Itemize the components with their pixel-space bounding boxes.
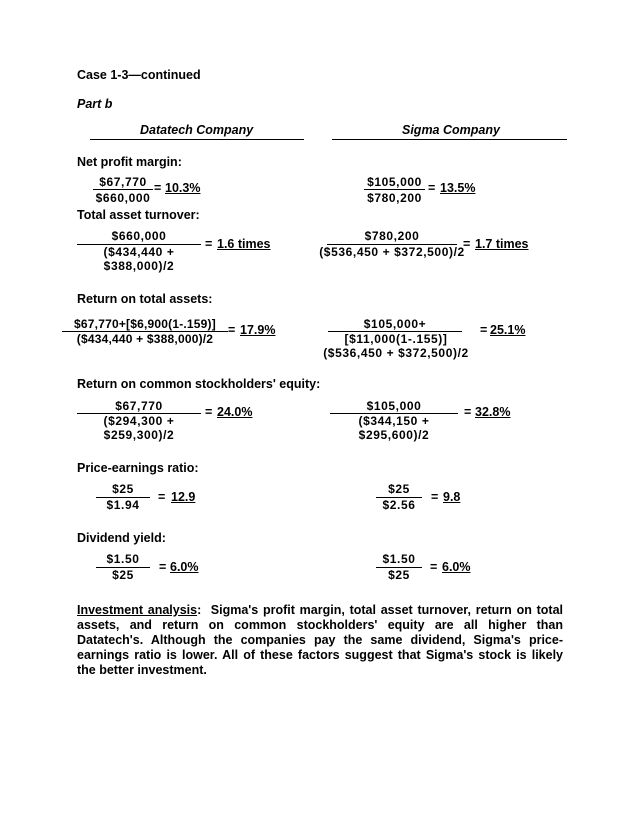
tat-left-denominator-2: $388,000)/2	[103, 259, 175, 273]
company-right-rule	[332, 139, 567, 140]
dy-left-numerator: $1.50	[106, 552, 140, 566]
npm-left-denominator: $660,000	[95, 191, 151, 205]
roe-left-result: 24.0%	[217, 405, 253, 419]
rota-right-numerator-1: $105,000+	[363, 317, 427, 331]
pe-right-result: 9.8	[443, 490, 461, 504]
rota-label: Return on total assets:	[77, 292, 213, 306]
pe-left-denominator: $1.94	[106, 498, 140, 512]
investment-analysis-text: Sigma's profit margin, total asset turnover, return on total assets, and return on common stockholders' equity are all higher than Datatech's. Although the companies pay the same dividend, Sigma's price-earnings ratio is lower. All of these factors suggest that Sigma's stock is likely the better investment.	[77, 603, 563, 677]
roe-left-denominator-1: ($294,300 +	[103, 414, 175, 428]
npm-left-equals: =	[154, 181, 162, 195]
roe-right-numerator: $105,000	[366, 399, 422, 413]
roe-left-numerator: $67,770	[115, 399, 163, 413]
npm-right-denominator: $780,200	[367, 191, 422, 205]
npm-left-numerator: $67,770	[99, 175, 147, 189]
npm-right-fraction-bar	[364, 189, 425, 190]
tat-right-denominator: ($536,450 + $372,500)/2	[319, 245, 465, 259]
investment-analysis-paragraph	[77, 603, 563, 678]
rota-right-equals: =	[480, 323, 488, 337]
tat-right-numerator: $780,200	[364, 229, 420, 243]
dy-left-equals: =	[159, 560, 167, 574]
roe-right-denominator-2: $295,600)/2	[358, 428, 430, 442]
investment-analysis-label: Investment analysis	[77, 603, 198, 617]
company-left-rule	[90, 139, 304, 140]
dy-left-result: 6.0%	[170, 560, 199, 574]
tat-right-result: 1.7 times	[475, 237, 529, 251]
dy-right-denominator: $25	[388, 568, 410, 582]
rota-right-result: 25.1%	[490, 323, 526, 337]
roe-left-equals: =	[205, 405, 213, 419]
npm-label: Net profit margin:	[77, 155, 182, 169]
tat-left-result: 1.6 times	[217, 237, 271, 251]
tat-left-denominator-1: ($434,440 +	[103, 245, 175, 259]
rota-left-numerator: $67,770+[$6,900(1-.159)]	[74, 317, 216, 331]
tat-right-equals: =	[463, 237, 471, 251]
company-left-header: Datatech Company	[140, 123, 254, 137]
roe-right-denominator-1: ($344,150 +	[358, 414, 430, 428]
rota-right-numerator-2: [$11,000(1-.155)]	[344, 332, 448, 346]
rota-left-result: 17.9%	[240, 323, 276, 337]
pe-label: Price-earnings ratio:	[77, 461, 199, 475]
tat-left-equals: =	[205, 237, 213, 251]
roe-right-result: 32.8%	[475, 405, 511, 419]
pe-right-denominator: $2.56	[382, 498, 416, 512]
dy-right-result: 6.0%	[442, 560, 471, 574]
roe-right-equals: =	[464, 405, 472, 419]
dy-label: Dividend yield:	[77, 531, 166, 545]
investment-analysis-colon: :	[197, 603, 202, 617]
roe-left-denominator-2: $259,300)/2	[103, 428, 175, 442]
npm-right-result: 13.5%	[440, 181, 476, 195]
tat-label: Total asset turnover:	[77, 208, 200, 222]
npm-left-fraction-bar	[93, 189, 153, 190]
dy-right-equals: =	[430, 560, 438, 574]
rota-right-denominator: ($536,450 + $372,500)/2	[323, 346, 469, 360]
roe-label: Return on common stockholders' equity:	[77, 377, 321, 391]
dy-right-numerator: $1.50	[382, 552, 416, 566]
npm-right-numerator: $105,000	[367, 175, 422, 189]
tat-left-numerator: $660,000	[111, 229, 167, 243]
part-heading: Part b	[77, 97, 113, 111]
npm-right-equals: =	[428, 181, 436, 195]
pe-left-result: 12.9	[171, 490, 196, 504]
pe-left-equals: =	[158, 490, 166, 504]
case-heading: Case 1-3—continued	[77, 68, 201, 82]
dy-left-denominator: $25	[112, 568, 134, 582]
rota-left-equals: =	[228, 323, 236, 337]
npm-left-result: 10.3%	[165, 181, 201, 195]
rota-left-denominator: ($434,440 + $388,000)/2	[76, 332, 214, 346]
pe-right-equals: =	[431, 490, 439, 504]
pe-left-numerator: $25	[112, 482, 134, 496]
pe-right-numerator: $25	[388, 482, 410, 496]
company-right-header: Sigma Company	[402, 123, 500, 137]
